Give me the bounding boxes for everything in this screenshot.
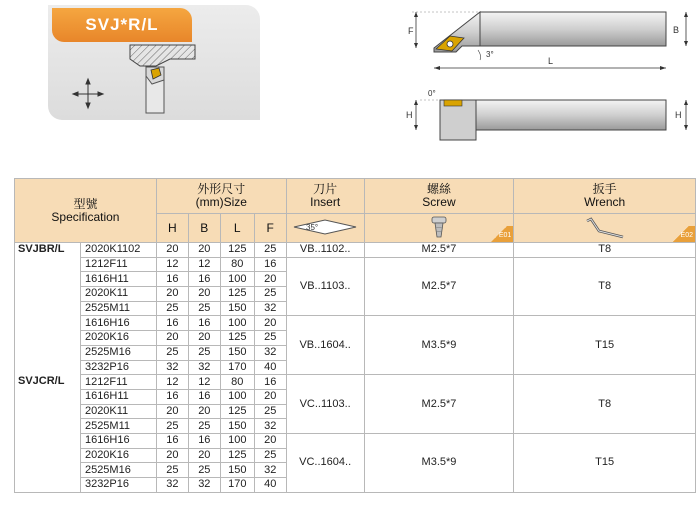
group-svjcr: SVJCR/L <box>15 375 81 390</box>
row-code: 1616H16 <box>80 316 156 331</box>
row-b: 25 <box>188 301 220 316</box>
block-wrench: T15 <box>514 316 696 375</box>
wrench-icon <box>583 215 627 239</box>
row-code: 1616H11 <box>80 389 156 404</box>
group-svjbr: SVJBR/L <box>15 243 81 258</box>
row-b: 25 <box>188 463 220 478</box>
row-l: 170 <box>220 478 254 493</box>
group-spacer <box>15 448 81 463</box>
tool-top-view-drawing <box>400 2 698 80</box>
angle-3-label: 3° <box>486 50 494 59</box>
row-b: 32 <box>188 360 220 375</box>
row-f: 25 <box>254 448 286 463</box>
row-b: 16 <box>188 433 220 448</box>
row-h: 20 <box>156 331 188 346</box>
group-spacer <box>15 331 81 346</box>
size-header: 外形尺寸 (mm)Size <box>156 179 286 214</box>
row-l: 150 <box>220 301 254 316</box>
row-b: 20 <box>188 243 220 258</box>
group-spacer <box>15 345 81 360</box>
row-f: 40 <box>254 360 286 375</box>
row-b: 20 <box>188 448 220 463</box>
row-code: 2020K16 <box>80 331 156 346</box>
row-h: 16 <box>156 433 188 448</box>
insert-shape-cell <box>286 214 364 243</box>
row-f: 25 <box>254 404 286 419</box>
row-f: 20 <box>254 316 286 331</box>
block-insert: VB..1604.. <box>286 316 364 375</box>
spec-table <box>14 178 696 493</box>
row-f: 16 <box>254 257 286 272</box>
group-spacer <box>15 463 81 478</box>
row-b: 32 <box>188 478 220 493</box>
row-f: 16 <box>254 375 286 390</box>
row-b: 25 <box>188 345 220 360</box>
insert-diamond-icon <box>290 217 360 237</box>
row-h: 25 <box>156 345 188 360</box>
row-l: 125 <box>220 331 254 346</box>
row-l: 150 <box>220 463 254 478</box>
wrench-header: 扳手 Wrench <box>514 179 696 214</box>
dim-h-label-left: H <box>406 110 413 120</box>
col-f: F <box>254 214 286 243</box>
wrench-icon-cell <box>514 214 696 243</box>
block-wrench: T8 <box>514 257 696 316</box>
screw-tag: E01 <box>485 226 513 242</box>
row-b: 20 <box>188 287 220 302</box>
row-l: 125 <box>220 404 254 419</box>
row-f: 40 <box>254 478 286 493</box>
row-l: 80 <box>220 257 254 272</box>
group-spacer <box>15 389 81 404</box>
row-h: 20 <box>156 243 188 258</box>
row-code: 2020K16 <box>80 448 156 463</box>
row-h: 32 <box>156 478 188 493</box>
group-spacer <box>15 433 81 448</box>
row-l: 150 <box>220 345 254 360</box>
screw-icon-cell <box>364 214 514 243</box>
group-spacer <box>15 404 81 419</box>
block-screw: M2.5*7 <box>364 257 514 316</box>
row-l: 100 <box>220 316 254 331</box>
row-code: 1616H16 <box>80 433 156 448</box>
row-code: 2020K11 <box>80 404 156 419</box>
row-f: 32 <box>254 345 286 360</box>
row-f: 32 <box>254 463 286 478</box>
row-l: 170 <box>220 360 254 375</box>
block-wrench: T15 <box>514 433 696 492</box>
group-spacer <box>15 316 81 331</box>
row-h: 20 <box>156 404 188 419</box>
row-f: 25 <box>254 331 286 346</box>
row-b: 16 <box>188 389 220 404</box>
row-code: 3232P16 <box>80 360 156 375</box>
row-h: 20 <box>156 287 188 302</box>
row-l: 80 <box>220 375 254 390</box>
row-code: 2525M11 <box>80 301 156 316</box>
row-h: 32 <box>156 360 188 375</box>
row-l: 100 <box>220 433 254 448</box>
block-insert: VC..1103.. <box>286 375 364 434</box>
spec-header: 型號 Specification <box>15 179 157 243</box>
row-code: 2525M16 <box>80 345 156 360</box>
dim-f-label: F <box>408 26 414 36</box>
row-f: 32 <box>254 419 286 434</box>
row-code: 2525M11 <box>80 419 156 434</box>
dim-l-label: L <box>548 56 554 66</box>
group-spacer <box>15 360 81 375</box>
screw-icon <box>424 215 454 239</box>
row-code: 3232P16 <box>80 478 156 493</box>
block-wrench: T8 <box>514 375 696 434</box>
row-b: 25 <box>188 419 220 434</box>
row-code: 1212F11 <box>80 257 156 272</box>
row-h: 25 <box>156 301 188 316</box>
row-f: 20 <box>254 433 286 448</box>
row-code: 1212F11 <box>80 375 156 390</box>
row-b: 12 <box>188 375 220 390</box>
row-h: 20 <box>156 448 188 463</box>
row-h: 16 <box>156 316 188 331</box>
row-l: 125 <box>220 448 254 463</box>
svg-text:35°: 35° <box>306 222 319 232</box>
row-b: 12 <box>188 257 220 272</box>
row-f: 32 <box>254 301 286 316</box>
row-l: 125 <box>220 287 254 302</box>
col-b: B <box>188 214 220 243</box>
block-insert: VB..1102.. <box>286 243 364 258</box>
wrench-tag: E02 <box>667 226 695 242</box>
block-screw: M3.5*9 <box>364 316 514 375</box>
row-h: 16 <box>156 389 188 404</box>
dim-b-label: B <box>673 25 680 35</box>
row-code: 2020K1102 <box>80 243 156 258</box>
block-wrench: T8 <box>514 243 696 258</box>
row-b: 16 <box>188 272 220 287</box>
insert-header: 刀片 Insert <box>286 179 364 214</box>
group-spacer <box>15 419 81 434</box>
row-b: 20 <box>188 404 220 419</box>
group-spacer <box>15 257 81 272</box>
col-l: L <box>220 214 254 243</box>
block-insert: VC..1604.. <box>286 433 364 492</box>
row-code: 2525M16 <box>80 463 156 478</box>
axis-arrows-icon <box>73 79 103 108</box>
block-insert: VB..1103.. <box>286 257 364 316</box>
row-f: 20 <box>254 389 286 404</box>
row-h: 25 <box>156 463 188 478</box>
row-l: 150 <box>220 419 254 434</box>
row-h: 16 <box>156 272 188 287</box>
group-spacer <box>15 301 81 316</box>
row-l: 125 <box>220 243 254 258</box>
series-badge: SVJ*R/L <box>52 8 192 42</box>
block-screw: M2.5*7 <box>364 243 514 258</box>
block-screw: M2.5*7 <box>364 375 514 434</box>
row-code: 1616H11 <box>80 272 156 287</box>
group-spacer <box>15 287 81 302</box>
workpiece-schematic <box>60 42 260 120</box>
row-b: 16 <box>188 316 220 331</box>
row-l: 100 <box>220 272 254 287</box>
col-h: H <box>156 214 188 243</box>
row-h: 12 <box>156 257 188 272</box>
row-h: 12 <box>156 375 188 390</box>
row-l: 100 <box>220 389 254 404</box>
group-spacer <box>15 272 81 287</box>
block-screw: M3.5*9 <box>364 433 514 492</box>
row-b: 20 <box>188 331 220 346</box>
dim-h-label-right: H <box>675 110 682 120</box>
row-h: 25 <box>156 419 188 434</box>
row-code: 2020K11 <box>80 287 156 302</box>
row-f: 25 <box>254 287 286 302</box>
screw-header: 螺絲 Screw <box>364 179 514 214</box>
tool-side-view-drawing <box>400 86 698 152</box>
angle-0-label: 0° <box>428 89 436 98</box>
row-f: 20 <box>254 272 286 287</box>
group-spacer <box>15 478 81 493</box>
row-f: 25 <box>254 243 286 258</box>
